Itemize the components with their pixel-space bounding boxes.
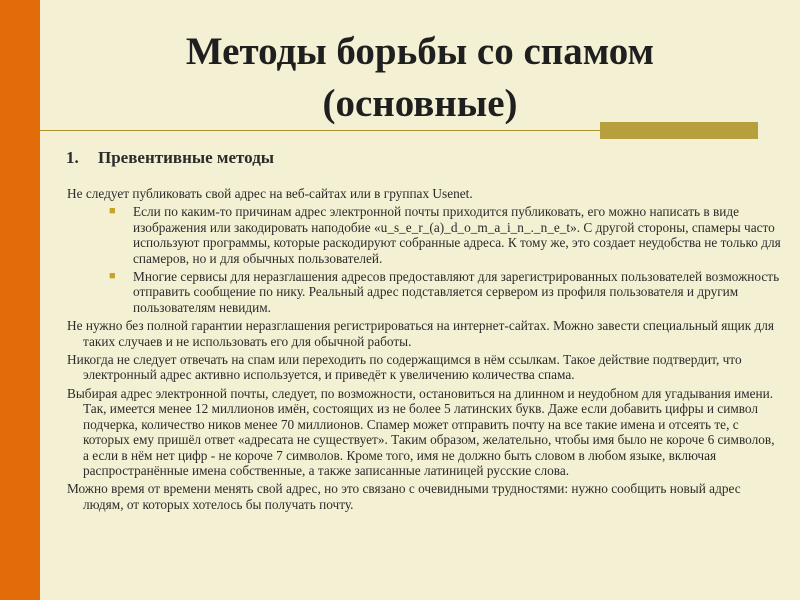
section-heading <box>66 148 274 168</box>
paragraph: Выбирая адрес электронной почты, следует, по возможности, остановиться на длинном и неудобном для угадывания имени. Так, имеется менее 12 миллионов имён, состоящих из не более 5 латинских букв. Даже если добавить цифры и символ подчерка, количество ников менее 70 миллионов. Спамер может отправить почту на все такие имена и отсеять те, с которых ему пришёл ответ «адресата не существует». Таким образом, желательно, чтобы имя было не короче 6 символов, а если в нём нет цифр - не короче 7 символов. Кроме того, имя не должно быть словом в любом языке, включая распространённые имена собственные, а также записанные латиницей русские слова. <box>67 385 775 478</box>
bullet-item <box>67 204 782 266</box>
slide-title <box>40 26 800 130</box>
heading-text: Превентивные методы <box>98 148 275 167</box>
bullet-item <box>67 269 782 315</box>
intro-paragraph: Не следует публиковать свой адрес на веб-сайтах или в группах Usenet. <box>67 186 473 201</box>
title-divider <box>40 130 600 131</box>
left-accent-bar <box>0 0 40 600</box>
paragraph: Никогда не следует отвечать на спам или переходить по содержащимся в нём ссылкам. Такое действие подтвердит, что электронный адрес активно используется, и приведёт к увеличению количества спама. <box>67 352 742 383</box>
bullet-text: Если по каким-то причинам адрес электронной почты приходится публиковать, его можно написать в виде изображения или закодировать наподобие «u_s_e_r_(a)_d_o_m_a_i_n_._n_e_t». С другой стороны, спамеры часто используют программы, которые раскодируют собранные адреса. К тому же, это создает неудобства не только для спамеров, но и для обычных пользователей. <box>133 204 781 266</box>
square-bullet-icon: ■ <box>109 205 116 218</box>
title-divider-block <box>600 122 758 139</box>
bullet-text: Многие сервисы для неразглашения адресов предоставляют для зарегистрированных пользователей возможность отправить сообщение по нику. Реальный адрес подставляется сервером из профиля пользователя и другим пользователям невидим. <box>133 269 780 315</box>
bullet-list <box>67 204 782 315</box>
square-bullet-icon: ■ <box>109 270 116 283</box>
heading-number: 1. <box>66 148 79 167</box>
title-line-1: Методы борьбы со спамом <box>185 30 655 73</box>
paragraph: Не нужно без полной гарантии неразглашения регистрироваться на интернет-сайтах. Можно завести специальный ящик для таких случаев и не использовать его для обычной работы. <box>67 318 775 349</box>
slide-content <box>67 186 782 515</box>
title-line-2: (основные) <box>322 82 518 125</box>
paragraph: Можно время от времени менять свой адрес, но это связано с очевидными трудностями: нужно сообщить новый адрес людям, от которых хотелось бы получать почту. <box>67 481 741 512</box>
